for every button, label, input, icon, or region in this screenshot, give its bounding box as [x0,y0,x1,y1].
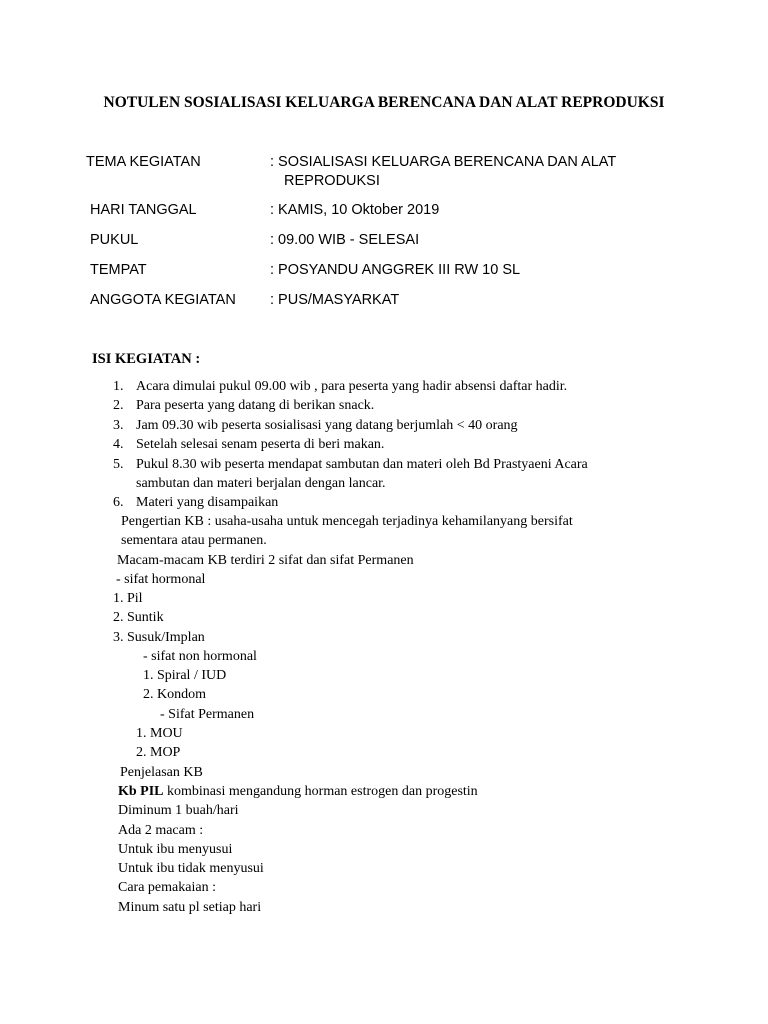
ibu-menyusui-line: Untuk ibu menyusui [118,842,233,857]
non-hormonal-item-spiral: 1. Spiral / IUD [143,668,227,683]
list-item-text: Materi yang disampaikan [136,495,279,510]
ada-2-macam-line: Ada 2 macam : [118,823,204,838]
anggota-value: : PUS/MASYARKAT [270,292,400,308]
pengertian-kb-line-2: sementara atau permanen. [121,533,267,548]
hormonal-item-susuk: 3. Susuk/Implan [113,630,205,645]
kb-pil-line [118,785,478,799]
list-item-text: Acara dimulai pukul 09.00 wib , para peserta yang hadir absensi daftar hadir. [136,379,568,394]
cara-pemakaian-line: Cara pemakaian : [118,880,216,895]
document-title: NOTULEN SOSIALISASI KELUARGA BERENCANA DAN ALAT REPRODUKSI [103,94,665,111]
list-item-number: 1. [113,379,124,394]
tema-value: : SOSIALISASI KELUARGA BERENCANA DAN ALAT [270,154,617,170]
list-item-text: Jam 09.30 wib peserta sosialisasi yang datang berjumlah < 40 orang [136,418,518,433]
macam-kb-line: Macam-macam KB terdiri 2 sifat dan sifat Permanen [117,553,414,568]
permanen-item-mop: 2. MOP [136,745,181,760]
isi-kegiatan-heading: ISI KEGIATAN : [92,351,201,367]
diminum-line: Diminum 1 buah/hari [118,803,239,818]
penjelasan-kb-heading: Penjelasan KB [120,765,203,780]
non-hormonal-item-kondom: 2. Kondom [143,687,206,702]
hormonal-item-suntik: 2. Suntik [113,610,164,625]
list-item-number: 6. [113,495,124,510]
pengertian-kb-line: Pengertian KB : usaha-usaha untuk mencegah terjadinya kehamilanyang bersifat [121,514,573,529]
list-item-number: 3. [113,418,124,433]
list-item-number: 4. [113,437,124,452]
permanen-item-mou: 1. MOU [136,726,183,741]
kb-pil-description: kombinasi mengandung horman estrogen dan progestin [163,784,478,799]
tema-label: TEMA KEGIATAN [86,154,201,170]
sifat-permanen-heading: - Sifat Permanen [160,707,255,722]
tempat-value: : POSYANDU ANGGREK III RW 10 SL [270,262,521,278]
hormonal-item-pil: 1. Pil [113,591,143,606]
list-item-number: 5. [113,457,124,472]
pukul-label: PUKUL [90,232,139,248]
ibu-tidak-menyusui-line: Untuk ibu tidak menyusui [118,861,264,876]
tempat-label: TEMPAT [90,262,147,278]
pukul-value: : 09.00 WIB - SELESAI [270,232,420,248]
list-item-text-continued: sambutan dan materi berjalan dengan lancar. [136,476,386,491]
sifat-hormonal-heading: - sifat hormonal [116,572,206,587]
hari-value: : KAMIS, 10 Oktober 2019 [270,202,440,218]
hari-label: HARI TANGGAL [90,202,197,218]
non-hormonal-heading: - sifat non hormonal [143,649,257,664]
kb-pil-term: Kb PIL [118,784,164,799]
list-item-number: 2. [113,398,124,413]
tema-value-continued: REPRODUKSI [284,173,380,189]
anggota-label: ANGGOTA KEGIATAN [90,292,236,308]
list-item-text: Pukul 8.30 wib peserta mendapat sambutan dan materi oleh Bd Prastyaeni Acara [136,457,588,472]
minum-line: Minum satu pl setiap hari [118,900,262,915]
list-item-text: Setelah selesai senam peserta di beri makan. [136,437,385,452]
list-item-text: Para peserta yang datang di berikan snack. [136,398,375,413]
